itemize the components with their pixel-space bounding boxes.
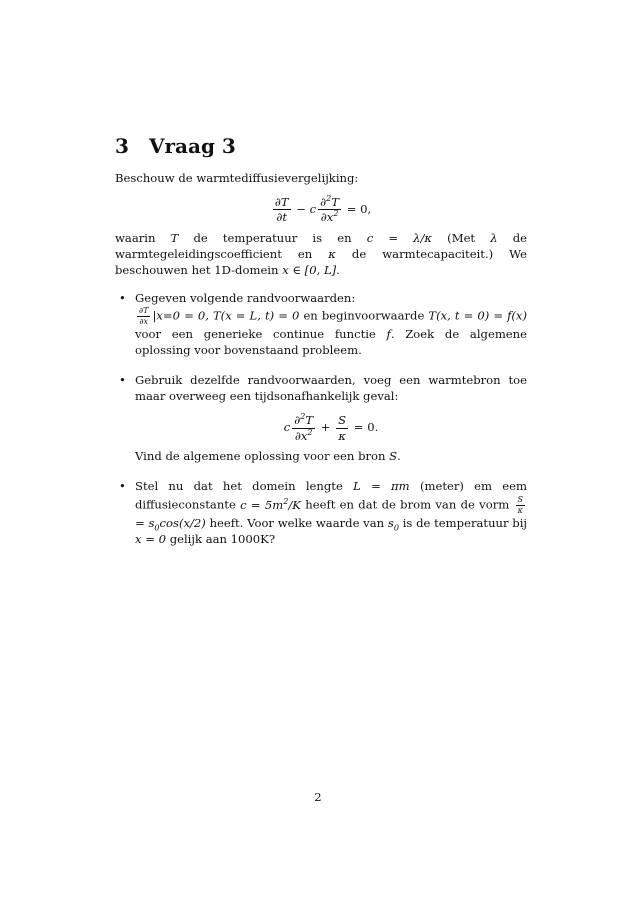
- S-kappa-fraction: $\frac{S}{\kappa}$: [338, 413, 347, 443]
- item1-boundary-conditions: |x=0 = 0, T(x = L, t) = 0: [152, 308, 300, 323]
- item3-src-sub: 0: [154, 523, 160, 533]
- item1-text-1: en beginvoorwaarde: [303, 308, 425, 323]
- list-item: [115, 373, 527, 465]
- item3-s0-sub: 0: [393, 523, 399, 533]
- item3-src-cos: cos(x/2): [159, 516, 206, 531]
- item2-eq-tail: = 0.: [353, 420, 379, 435]
- where-text-1: waarin: [115, 230, 156, 245]
- item3-s0: [387, 516, 399, 533]
- d2T-dx2-fraction: $\frac{\partial^2T}{\partial x^2}$: [320, 193, 339, 225]
- where-c-expr: c = λ/κ: [366, 230, 433, 245]
- item2-after-end: .: [397, 449, 401, 464]
- dT-dt-fraction: $\frac{\partial T}{\partial t}$: [274, 194, 289, 225]
- item1-text-2: voor een generieke continue functie: [135, 327, 376, 342]
- item1-text-3: . Zoek de algemene oplossing voor bovenstaand probleem.: [135, 327, 527, 358]
- question-list: [115, 291, 527, 549]
- list-item: [115, 479, 527, 548]
- item2-S: S: [389, 449, 398, 464]
- dT-dx-fraction: $\frac{\partial T}{\partial x}$: [139, 306, 149, 327]
- where-text-6: .: [336, 262, 340, 277]
- list-item: [115, 291, 527, 360]
- item3-c-unit: /K: [288, 497, 301, 512]
- item3-body: [135, 479, 527, 548]
- item1-f: f: [386, 327, 391, 342]
- item3-text-6: gelijk aan 1000K?: [169, 532, 276, 547]
- item3-text-5: is de temperatuur bij: [402, 516, 528, 531]
- item1-initial-condition: T(x, t = 0) = f(x): [428, 308, 527, 323]
- item3-x0: x = 0: [135, 532, 166, 547]
- item3-c: [240, 498, 301, 512]
- bullet-icon: •: [119, 290, 126, 305]
- page-number: 2: [314, 790, 322, 804]
- content-area: [115, 133, 527, 562]
- item1-line1: Gegeven volgende randvoorwaarden:: [135, 290, 356, 305]
- section-number: 3: [115, 134, 129, 158]
- bullet-icon: •: [119, 373, 126, 388]
- item3-src: = s: [135, 516, 155, 531]
- item3-text-3: heeft en dat de brom van de vorm: [305, 497, 510, 512]
- where-text-3: (Met: [447, 230, 476, 245]
- bullet-icon: •: [119, 479, 126, 494]
- where-text-2: de temperatuur is en: [193, 230, 352, 245]
- item3-text-2: (meter) em eem diffusieconstante: [135, 479, 528, 512]
- item3-text-4: heeft. Voor welke waarde van: [209, 516, 385, 531]
- where-lambda: λ: [490, 230, 498, 245]
- eq-rhs: = 0,: [346, 201, 372, 216]
- item3-c-base: c = 5m: [240, 497, 284, 512]
- where-paragraph: [115, 231, 527, 279]
- section-heading: [115, 133, 527, 161]
- intro-text: Beschouw de warmtediffusievergelijking:: [115, 170, 359, 185]
- item2-after-text: Vind de algemene oplossing voor een bron: [135, 449, 386, 464]
- item2-after: [135, 449, 527, 465]
- heat-equation: [115, 195, 527, 225]
- item1-body: [135, 306, 527, 359]
- d2T-dx2-fraction-2: $\frac{\partial^2T}{\partial x^2}$: [294, 412, 314, 443]
- where-text-5: de warmtecapaciteit.) We beschouwen het 1D-domein: [115, 246, 528, 277]
- where-T: T: [170, 230, 179, 245]
- item3-c-exp: 2: [283, 497, 289, 506]
- item2-text: Gebruik dezelfde randvoorwaarden, voeg een warmtebron toe maar overweeg een tijdsonafhankelijk geval:: [135, 373, 527, 404]
- item3-s0-base: s: [387, 516, 394, 531]
- eq-minus: −: [296, 201, 306, 216]
- item3-text-1: Stel nu dat het domein lengte: [135, 479, 343, 494]
- where-domain: x ∈ [0, L]: [282, 262, 337, 277]
- where-kappa: κ: [328, 246, 336, 261]
- item3-L: L = πm: [353, 479, 410, 494]
- where-text-4: de warmtegeleidingscoefficient en: [115, 230, 528, 261]
- item3-source: [135, 516, 206, 533]
- steady-state-equation: c $\frac{\partial^2T}{\partial x^2}$ + $\frac{S}{\kappa}$ = 0.: [283, 412, 379, 443]
- section-title: Vraag 3: [149, 134, 236, 158]
- eq-c: c: [309, 201, 317, 216]
- S-kappa-inline-fraction: $\frac{S}{\kappa}$: [517, 495, 524, 516]
